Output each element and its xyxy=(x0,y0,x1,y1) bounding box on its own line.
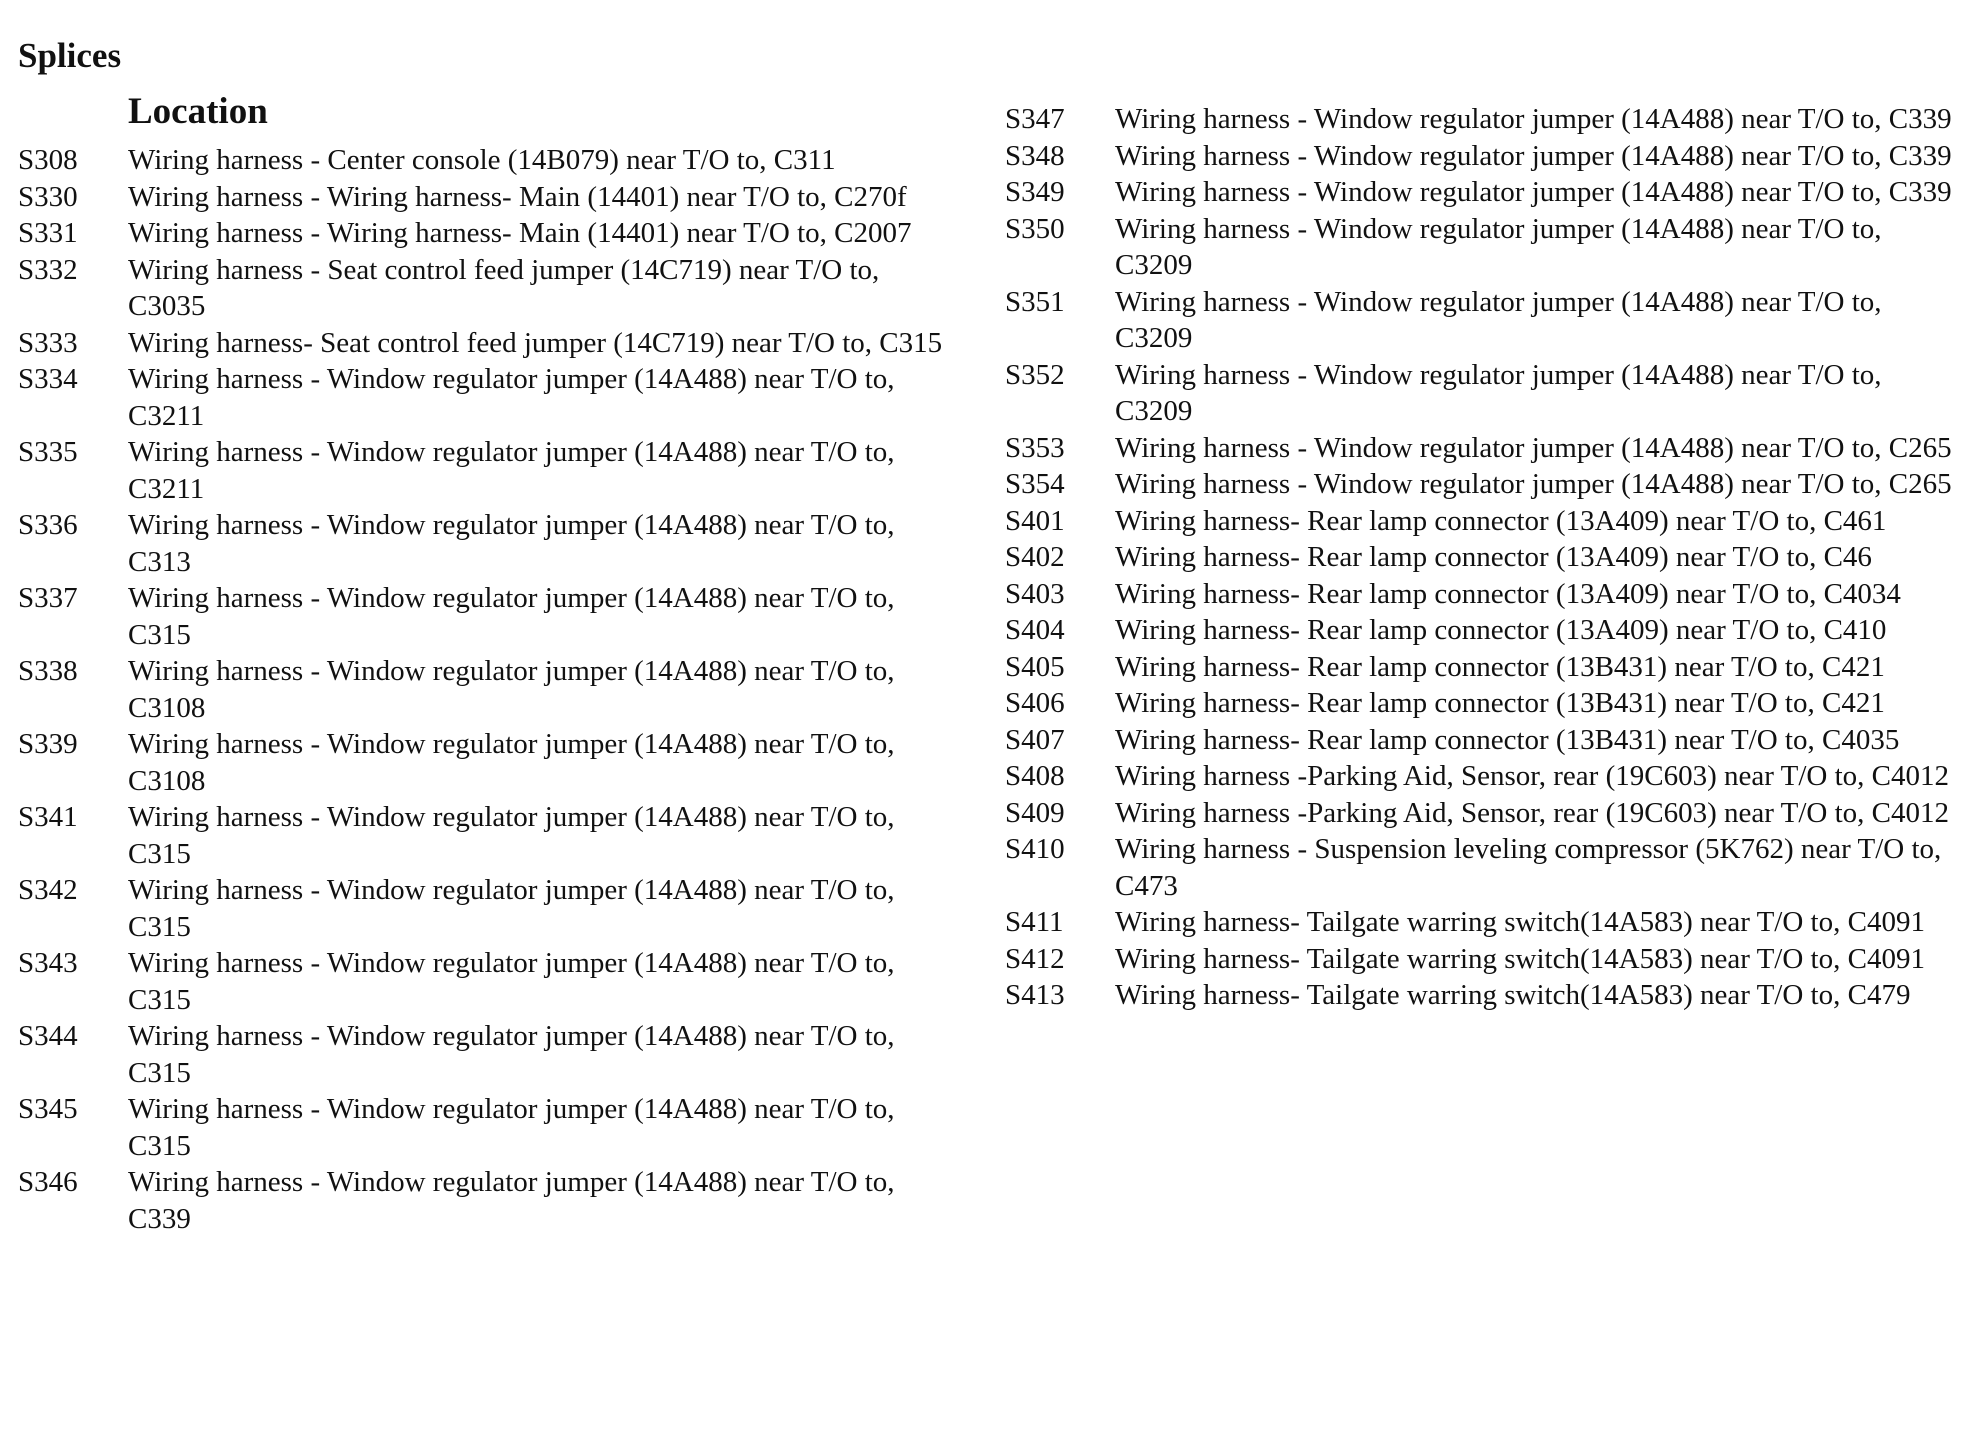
splice-entry xyxy=(1005,357,1965,430)
splice-code: S308 xyxy=(18,144,78,176)
splice-location: Wiring harness - Window regulator jumper (14A488) near T/O to, C339 xyxy=(1115,176,1952,208)
splice-location: Wiring harness - Wiring harness- Main (14401) near T/O to, C270f xyxy=(128,180,907,213)
splice-code: S346 xyxy=(18,1166,78,1198)
splice-code: S403 xyxy=(1005,577,1065,610)
splice-location: Wiring harness- Rear lamp connector (13B431) near T/O to, C421 xyxy=(1115,687,1885,719)
splice-location: Wiring harness- Tailgate warring switch(14A583) near T/O to, C4091 xyxy=(1115,906,1925,938)
splice-entry xyxy=(18,215,958,252)
splice-entry xyxy=(1005,101,1965,138)
splice-entry xyxy=(1005,795,1965,832)
splice-location: Wiring harness - Window regulator jumper (14A488) near T/O to, C3211 xyxy=(128,436,895,505)
splice-code: S405 xyxy=(1005,650,1065,683)
splice-entry xyxy=(18,653,958,726)
splice-code: S353 xyxy=(1005,431,1065,464)
splice-location: Wiring harness - Suspension leveling compressor (5K762) near T/O to, C473 xyxy=(1115,833,1942,902)
splice-entry xyxy=(1005,211,1965,284)
splice-code: S408 xyxy=(1005,760,1065,792)
splice-location: Wiring harness - Window regulator jumper (14A488) near T/O to, C3209 xyxy=(1115,285,1882,354)
splice-code: S342 xyxy=(18,874,78,906)
splice-entry xyxy=(18,799,958,872)
splice-entry xyxy=(1005,831,1965,904)
splice-entry xyxy=(1005,430,1965,467)
splice-entry xyxy=(1005,503,1965,540)
splice-location: Wiring harness- Rear lamp connector (13B431) near T/O to, C4035 xyxy=(1115,723,1900,756)
splice-entry xyxy=(1005,649,1965,686)
splice-location: Wiring harness- Rear lamp connector (13A409) near T/O to, C4034 xyxy=(1115,577,1901,610)
splice-entry xyxy=(1005,977,1965,1014)
splice-code: S402 xyxy=(1005,541,1065,573)
splice-code: S351 xyxy=(1005,285,1065,318)
splice-location: Wiring harness- Seat control feed jumper (14C719) near T/O to, C315 xyxy=(128,326,943,359)
splice-code: S352 xyxy=(1005,358,1065,391)
splice-entry xyxy=(18,726,958,799)
splice-entry xyxy=(18,325,958,362)
splice-entry xyxy=(1005,138,1965,175)
splice-list-left xyxy=(18,142,958,1237)
splice-location: Wiring harness- Tailgate warring switch(14A583) near T/O to, C4091 xyxy=(1115,942,1925,975)
splice-code: S401 xyxy=(1005,504,1065,537)
splice-code: S349 xyxy=(1005,176,1065,208)
splice-entry xyxy=(18,945,958,1018)
splice-entry xyxy=(1005,576,1965,613)
splice-entry xyxy=(18,434,958,507)
splice-code: S410 xyxy=(1005,833,1065,865)
splice-location: Wiring harness - Window regulator jumper (14A488) near T/O to, C315 xyxy=(128,582,895,651)
splice-code: S409 xyxy=(1005,796,1065,829)
splice-entry xyxy=(18,252,958,325)
splice-location: Wiring harness - Wiring harness- Main (14401) near T/O to, C2007 xyxy=(128,217,912,249)
splice-code: S333 xyxy=(18,326,78,359)
splice-location: Wiring harness - Window regulator jumper (14A488) near T/O to, C3211 xyxy=(128,363,895,432)
splice-code: S347 xyxy=(1005,103,1065,135)
splice-entry xyxy=(1005,612,1965,649)
splice-entry xyxy=(1005,174,1965,211)
splice-code: S344 xyxy=(18,1020,78,1052)
splice-location: Wiring harness- Rear lamp connector (13A409) near T/O to, C410 xyxy=(1115,614,1887,646)
splice-location: Wiring harness - Window regulator jumper (14A488) near T/O to, C3108 xyxy=(128,728,895,797)
splice-entry xyxy=(1005,685,1965,722)
splice-location: Wiring harness - Window regulator jumper (14A488) near T/O to, C339 xyxy=(1115,139,1952,172)
splice-location: Wiring harness - Window regulator jumper (14A488) near T/O to, C3108 xyxy=(128,655,895,724)
splice-entry xyxy=(18,1164,958,1237)
splice-location: Wiring harness - Window regulator jumper (14A488) near T/O to, C315 xyxy=(128,1020,895,1089)
splice-code: S331 xyxy=(18,217,78,249)
splice-entry xyxy=(18,580,958,653)
splice-code: S406 xyxy=(1005,687,1065,719)
splice-entry xyxy=(1005,284,1965,357)
splice-location: Wiring harness -Parking Aid, Sensor, rear (19C603) near T/O to, C4012 xyxy=(1115,796,1949,829)
splice-code: S339 xyxy=(18,728,78,760)
splice-entry xyxy=(1005,941,1965,978)
splice-entry xyxy=(18,507,958,580)
splice-code: S338 xyxy=(18,655,78,687)
splice-entry xyxy=(1005,466,1965,503)
splice-code: S407 xyxy=(1005,723,1065,756)
splice-code: S348 xyxy=(1005,139,1065,172)
splice-code: S412 xyxy=(1005,942,1065,975)
splice-entry xyxy=(18,872,958,945)
splice-location: Wiring harness - Window regulator jumper (14A488) near T/O to, C3209 xyxy=(1115,212,1882,281)
splice-location: Wiring harness -Parking Aid, Sensor, rear (19C603) near T/O to, C4012 xyxy=(1115,760,1949,792)
splice-location: Wiring harness - Window regulator jumper (14A488) near T/O to, C315 xyxy=(128,874,895,943)
splice-location: Wiring harness- Rear lamp connector (13B431) near T/O to, C421 xyxy=(1115,650,1885,683)
splice-location: Wiring harness - Window regulator jumper (14A488) near T/O to, C339 xyxy=(1115,103,1952,135)
splice-code: S332 xyxy=(18,253,78,286)
location-column-header: Location xyxy=(128,91,268,132)
splice-location: Wiring harness - Window regulator jumper (14A488) near T/O to, C315 xyxy=(128,1093,895,1162)
splice-location: Wiring harness- Rear lamp connector (13A409) near T/O to, C46 xyxy=(1115,541,1872,573)
splice-location: Wiring harness - Seat control feed jumper (14C719) near T/O to, C3035 xyxy=(128,253,880,322)
splice-entry xyxy=(18,142,958,179)
splice-location: Wiring harness - Window regulator jumper (14A488) near T/O to, C265 xyxy=(1115,468,1952,500)
splice-code: S343 xyxy=(18,947,78,979)
splice-location: Wiring harness- Tailgate warring switch(14A583) near T/O to, C479 xyxy=(1115,979,1911,1011)
page-title: Splices xyxy=(18,36,122,75)
splice-code: S335 xyxy=(18,436,78,468)
splice-entry xyxy=(1005,539,1965,576)
splice-code: S354 xyxy=(1005,468,1065,500)
splice-location: Wiring harness - Window regulator jumper (14A488) near T/O to, C265 xyxy=(1115,431,1952,464)
splice-code: S413 xyxy=(1005,979,1065,1011)
splice-location: Wiring harness - Window regulator jumper (14A488) near T/O to, C315 xyxy=(128,801,895,870)
splice-location: Wiring harness- Rear lamp connector (13A409) near T/O to, C461 xyxy=(1115,504,1887,537)
splice-code: S330 xyxy=(18,180,78,213)
splice-code: S404 xyxy=(1005,614,1065,646)
splice-entry xyxy=(18,361,958,434)
splice-location: Wiring harness - Window regulator jumper (14A488) near T/O to, C3209 xyxy=(1115,358,1882,427)
splice-code: S337 xyxy=(18,582,78,614)
splice-code: S345 xyxy=(18,1093,78,1125)
splice-entry xyxy=(1005,722,1965,759)
splice-code: S411 xyxy=(1005,906,1064,938)
splice-location: Wiring harness - Window regulator jumper (14A488) near T/O to, C313 xyxy=(128,509,895,578)
splice-location: Wiring harness - Center console (14B079) near T/O to, C311 xyxy=(128,144,836,176)
splice-location: Wiring harness - Window regulator jumper (14A488) near T/O to, C339 xyxy=(128,1166,895,1235)
splice-location: Wiring harness - Window regulator jumper (14A488) near T/O to, C315 xyxy=(128,947,895,1016)
splice-code: S334 xyxy=(18,363,78,395)
splice-code: S336 xyxy=(18,509,78,541)
splice-list-right xyxy=(1005,101,1965,1014)
splice-code: S350 xyxy=(1005,212,1065,245)
splice-entry xyxy=(18,179,958,216)
splice-entry xyxy=(1005,758,1965,795)
splice-code: S341 xyxy=(18,801,78,833)
splice-entry xyxy=(18,1091,958,1164)
splice-entry xyxy=(18,1018,958,1091)
splice-entry xyxy=(1005,904,1965,941)
